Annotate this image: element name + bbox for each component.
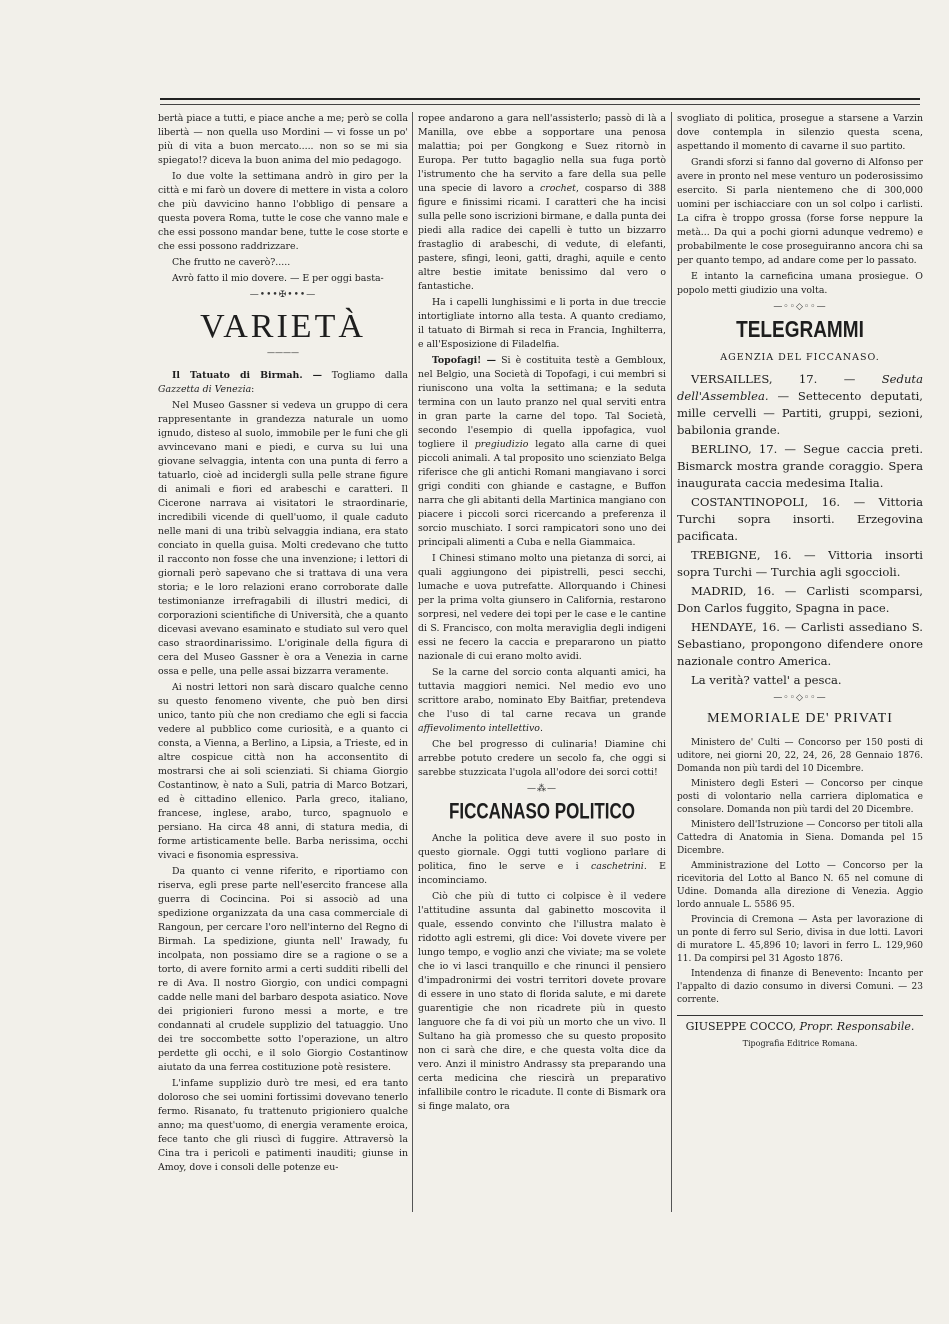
signature-line — [677, 1015, 923, 1033]
notice-item: Ministero degli Esteri — Concorso per cinque posti di volontario nella carriera diplomatica e consolare. Domanda non più tardi del 20 Dicembre. — [677, 779, 923, 815]
article-heading: Il Tatuato di Birmah. — — [172, 370, 323, 381]
notice-item: Ministero de' Culti — Concorso per 150 posti di uditore, nei giorni 20, 22, 24, 26, 28 Gennaio 1876. Domanda non più tardi del 10 Dicembre. — [677, 738, 923, 774]
section-title-underline: ———— — [267, 348, 299, 357]
text-run: Anche la politica deve avere il suo posto in questo giornale. Oggi tutti vogliono parlare di politica, fino le serve e i — [418, 833, 666, 872]
italic-run: caschetrini — [591, 861, 644, 872]
telegram-item: La verità? vattel' a pesca. — [691, 673, 842, 687]
section-title-memoriale: MEMORIALE DE' PRIVATI — [707, 711, 893, 726]
section-title-ficcanaso: FICCANASO POLITICO — [448, 799, 636, 824]
paragraph: E intanto la carneficina umana prosiegue. O popolo metti giudizio una volta. — [677, 271, 923, 296]
column-1 — [158, 112, 408, 1252]
article-tatuato-intro: Il Tatuato di Birmah. — Togliamo dalla Gazzetta di Venezia: — [158, 370, 408, 395]
top-rule — [160, 98, 920, 100]
italic-run: affievolimento intellettivo — [418, 723, 540, 734]
section-title-telegrammi: TELEGRAMMI — [736, 317, 864, 343]
telegram-list — [677, 371, 923, 689]
source-name: Gazzetta di Venezia — [158, 384, 252, 395]
column-separator — [671, 112, 672, 1212]
text-run: legato alla carne di quei piccoli animali. A tal proposito uno scienziato Belga riferisce che gli antichi Romani mangiavano i sorci grigi conditi con ghiande e castagne, e Buffon narra che gli abitanti della Martinica mangiano con piacere i piccoli sorci ricercando a preferenza il sorcio muschiato. I sorci rampicatori sono uno dei principali alimenti a Cuba e nella Giammaica. — [418, 439, 666, 548]
section-title-varieta: VARIETÀ — [200, 308, 366, 345]
text-run: ropee andarono a gara nell'assisterlo; passò di là a Manilla, ove ebbe a sopportare una penosa malattia; poi per Gongkong e Suez ritornò in Europa. Per tutto bagaglio nella sua fuga portò l'istrumento che ha servito a fare della sua pelle una specie di lavoro a — [418, 113, 666, 194]
paragraph: Da quanto ci venne riferito, e riportiamo con riserva, egli prese parte nell'esercito francese alla guerra di Cocincina. Poi si associò ad una spedizione organizzata da una casa commerciale di Rangoun, per cercare l'oro nell'interno del Regno di Birmah. La spedizione, giunta nell' Irawady, fu incolpata, non possiamo dire se a ragione o se a torto, di avere fornito armi a certi sudditi ribelli del re di Ava. Il nostro Giorgio, con undici compagni cadde nelle mani del barbaro despota asiatico. Nove dei prigionieri furono messi a morte, e tre condannati al crudele supplizio del tatuaggio. Uno dei tre soccombette sotto l'operazione, un altro perdette gli occhi, e il solo Giorgio Costantinow aiutato da una ferrea costituzione potè resistere. — [158, 866, 408, 1073]
text-run: VERSAILLES, 17. — — [691, 372, 882, 386]
text-run: — Settecento deputati, mille cervelli — Partiti, gruppi, sezioni, babilonia grande. — [677, 389, 923, 437]
article-heading: Topofagi! — — [432, 355, 497, 366]
italic-run: Seduta dell'Assemblea. — [677, 372, 923, 403]
paragraph: L'infame supplizio durò tre mesi, ed era tanto doloroso che sei uomini fortissimi dovevano tenerlo fermo. Risanato, fu trattenuto prigioniero qualche anno; ma quest'uomo, di energia veramente eroica, fece tanto che gli riuscì di fuggire. Attraversò la Cina tra i pericoli e patimenti inauditi; giunse in Amoy, dove i consoli delle potenze eu- — [158, 1078, 408, 1173]
column-separator — [412, 112, 413, 1212]
paragraph: Grandi sforzi si fanno dal governo di Alfonso per avere in pronto nel mese venturo un poderosissimo esercito. Si parla nientemeno che di 300,000 uomini per ischiacciare con un sol colpo i carlisti. La cifra è troppo grossa (forse forse neppure la metà... Da qui a pochi giorni adunque vedremo) e probabilmente le cose proseguiranno ancora chi sa per quanto tempo, ad andare come per lo passato. — [677, 157, 923, 266]
telegram-item: COSTANTINOPOLI, 16. — Vittoria Turchi sopra insorti. Erzegovina pacificata. — [677, 495, 923, 543]
paragraph — [418, 112, 666, 294]
printer-line: Tipografia Editrice Romana. — [742, 1039, 858, 1048]
text-run: . — [539, 723, 543, 734]
paragraph — [418, 666, 666, 736]
text-run: Se la carne del sorcio conta alquanti amici, ha tuttavia maggiori nemici. Nel medio evo uno scrittore arabo, nominato Eby Baitfiar, pretendeva che l'uso di tal carne recava un grande — [418, 667, 666, 720]
paragraph: Che bel progresso di culinaria! Diamine chi arrebbe potuto credere un secolo fa, che oggi si sarebbe stuzzicata l'ugola all'odore dei sorci cotti! — [418, 739, 666, 778]
paragraph: Che frutto ne caverò?..... — [172, 257, 291, 268]
italic-run: crochet — [539, 183, 576, 194]
telegram-item: BERLINO, 17. — Segue caccia preti. Bismarck mostra grande coraggio. Spera inaugurata caccia medesima Italia. — [677, 442, 923, 490]
paragraph: Nel Museo Gassner si vedeva un gruppo di cera rappresentante in grandezza naturale un uomo ignudo, disteso al suolo, immobile per le funi che gli avvincevano mani e piedi, e curva su lui una giovane selvaggia, intenta con una punta di ferro a tatuarlo, cioè ad incidergli sulla pelle strane figure di animali e fiori ed arabeschi e caratteri. Il Cicerone narrava ai visitatori le straordinarie, incredibili vicende di quell'uomo, il quale caduto nelle mani di una tribù selvaggia indiana, era stato conciato in quella guisa. Molti credevano che tutto il racconto non fosse che una invenzione; i lettori di giornali però sapevano che si trattava di una vera storia; e le loro relazioni erano corroborate dalle testimonianze irrefragabili di illustri medici, di corporazioni scientifiche di Università, che a quanto dicevasi avevano esaminato e studiato sul vero quel caso straordinarissimo. L'originale della figura di cera del Museo Gassner è ora a Venezia in carne ossa e pelle, una pelle assai bizzarra veramente. — [158, 400, 408, 677]
publisher-name: GIUSEPPE COCCO, — [685, 1020, 800, 1033]
italic-run: pregiudizio — [474, 439, 529, 450]
text-run: , cosparso di 388 figure e finissimi ricami. I caratteri che ha incisi sulla pelle sono iscrizioni birmane, e dalla punta dei piedi alla radice dei capelli è tutto un bizzarro frastaglio di arabeschi, di vedute, di elefanti, pastere, sfingi, leoni, gatti, draghi, aquile e cento altre bestie imitate benissimo dal vero o fantastiche. — [418, 183, 666, 292]
paragraph — [418, 354, 666, 550]
paragraph: I Chinesi stimano molto una pietanza di sorci, ai quali aggiungono dei pipistrelli, pesci secchi, lumache e uova putrefatte. Allorquando i Chinesi per la prima volta giunsero in California, restarono sorpresi, nel vedere dei topi per le case e le cantine di S. Francisco, con molta meraviglia degli indigeni essi ne fecero la caccia e prepararono un piatto nazionale di cui erano molto avidi. — [418, 553, 666, 662]
telegram-item: MADRID, 16. — Carlisti scomparsi, Don Carlos fuggito, Spagna in pace. — [677, 584, 923, 615]
ornament-divider: —•••✠•••— — [249, 290, 317, 300]
paragraph: Ai nostri lettori non sarà discaro qualche cenno su questo fenomeno vivente, che può ben dirsi unico, tanto più che non crediamo che egli si faccia vedere al pubblico come curiosità, e a quanto ci consta, a Vienna, a Berlino, a Lipsia, a Trieste, ed in altre cospicue città non ha acconsentito di mostrarsi che ai soli scienziati. Si chiama Giorgio Costantinow, è nato a Suli, patria di Marco Botzari, ed è cittadino ellenico. Parla greco, italiano, francese, inglese, arabo, turco, spagnuolo e persiano. Ha circa 48 anni, di statura media, di forme artisticamente belle. Barba nerissima, occhi vivaci e fisonomia espressiva. — [158, 682, 408, 861]
top-rule-thin — [160, 104, 920, 105]
ornament-divider: —⁂— — [527, 784, 557, 794]
article-lead: Togliamo dalla — [322, 370, 408, 381]
memoriale-list — [677, 737, 923, 1007]
ornament-divider: —◦◦◇◦◦— — [773, 693, 827, 703]
paragraph — [418, 832, 666, 888]
notice-item: Amministrazione del Lotto — Concorso per la ricevitoria del Lotto al Banco N. 65 nel comune di Udine. Domanda alla direzione di Venezia. Aggio lordo annuale L. 5586 95. — [677, 861, 923, 910]
paragraph: bertà piace a tutti, e piace anche a me; però se colla libertà — non quella uso Mordini — vi fosse un po' più di vita a buon mercato..... non so se mi sia spiegato!? diceva la buon anima del mio pedagogo. — [158, 113, 408, 166]
agency-line: AGENZIA DEL FICCANASO. — [720, 352, 880, 363]
notice-item: Ministero dell'Istruzione — Concorso per titoli alla Cattedra di Anatomia in Siena. Domanda pel 15 Dicembre. — [677, 820, 923, 856]
column-3 — [677, 112, 923, 1222]
paragraph: Ha i capelli lunghissimi e li porta in due treccie intortigliate intorno alla testa. A quanto crediamo, il tatuato di Birmah si reca in Francia, Inghilterra, e all'Esposizione di Filadelfia. — [418, 297, 666, 350]
column-2 — [418, 112, 666, 1222]
paragraph: svogliato di politica, prosegue a starsene a Varzin dove contempla in silenzio questa scena, aspettando il momento di cavarne il suo partito. — [677, 113, 923, 152]
telegram-item — [677, 371, 923, 439]
telegram-item: HENDAYE, 16. — Carlisti assediano S. Sebastiano, propongono difendere onore nazionale contro America. — [677, 620, 923, 668]
paragraph: Io due volte la settimana andrò in giro per la città e mi farò un dovere di mettere in vista a coloro che più davvicino hanno l'obbligo di pensare a questa povera Roma, tutte le cose che vanno male e che essi possono mandar bene, tutte le cose storte e che essi possono raddrizzare. — [158, 171, 408, 252]
ornament-divider: —◦◦◇◦◦— — [773, 302, 827, 312]
notice-item: Intendenza di finanze di Benevento: Incanto per l'appalto di dazio consumo in diversi Comuni. — 23 corrente. — [677, 969, 923, 1005]
text-run: Si è costituita testè a Gembloux, nel Belgio, una Società di Topofagi, i cui membri si riuniscono una volta la settimana; e la seduta termina con un lauto pranzo nel qual serviti entra in gran parte la carne del topo. Tal Società, secondo l'esempio di quella ippofagica, vuol togliere il — [418, 355, 666, 450]
publisher-role: Propr. Responsabile. — [799, 1020, 915, 1033]
text-run: . E incominciamo. — [418, 861, 666, 886]
paragraph: Avrò fatto il mio dovere. — E per oggi basta- — [172, 273, 384, 284]
paragraph: Ciò che più di tutto ci colpisce è il vedere l'attitudine assunta dal gabinetto moscovita il quale, essendo convinto che l'illustra malato è ridotto agli estremi, gli dice: Voi dovete vivere per lungo tempo, e voglio anzi che viviate; ma se volete che io vi lasci tranquillo e che rinunci il pensiero d'impadronirmi dei vostri territori dovete provare di essere in uno stato di florida salute, e mi darete guarentigie che non ricadrete più in questo languore che fa di voi più un morto che un vivo. Il Sultano ha già promesso che su questo proposito non ci sarà che dire, e che questa volta dice da vero. Anzi il ministro Andrassy sta preparando una certa medicina che riescirà un preparativo infallibile contro le ricadute. Il conte di Bismark ora si finge malato, ora — [418, 891, 666, 1112]
telegram-item: TREBIGNE, 16. — Vittoria insorti sopra Turchi — Turchia agli sgoccioli. — [677, 548, 923, 579]
notice-item: Provincia di Cremona — Asta per lavorazione di un ponte di ferro sul Serio, divisa in due lotti. Lavori di muratore L. 45,896 10; lavori in ferro L. 129,960 11. Da compirsi pel 31 Agosto 1876. — [677, 915, 923, 964]
